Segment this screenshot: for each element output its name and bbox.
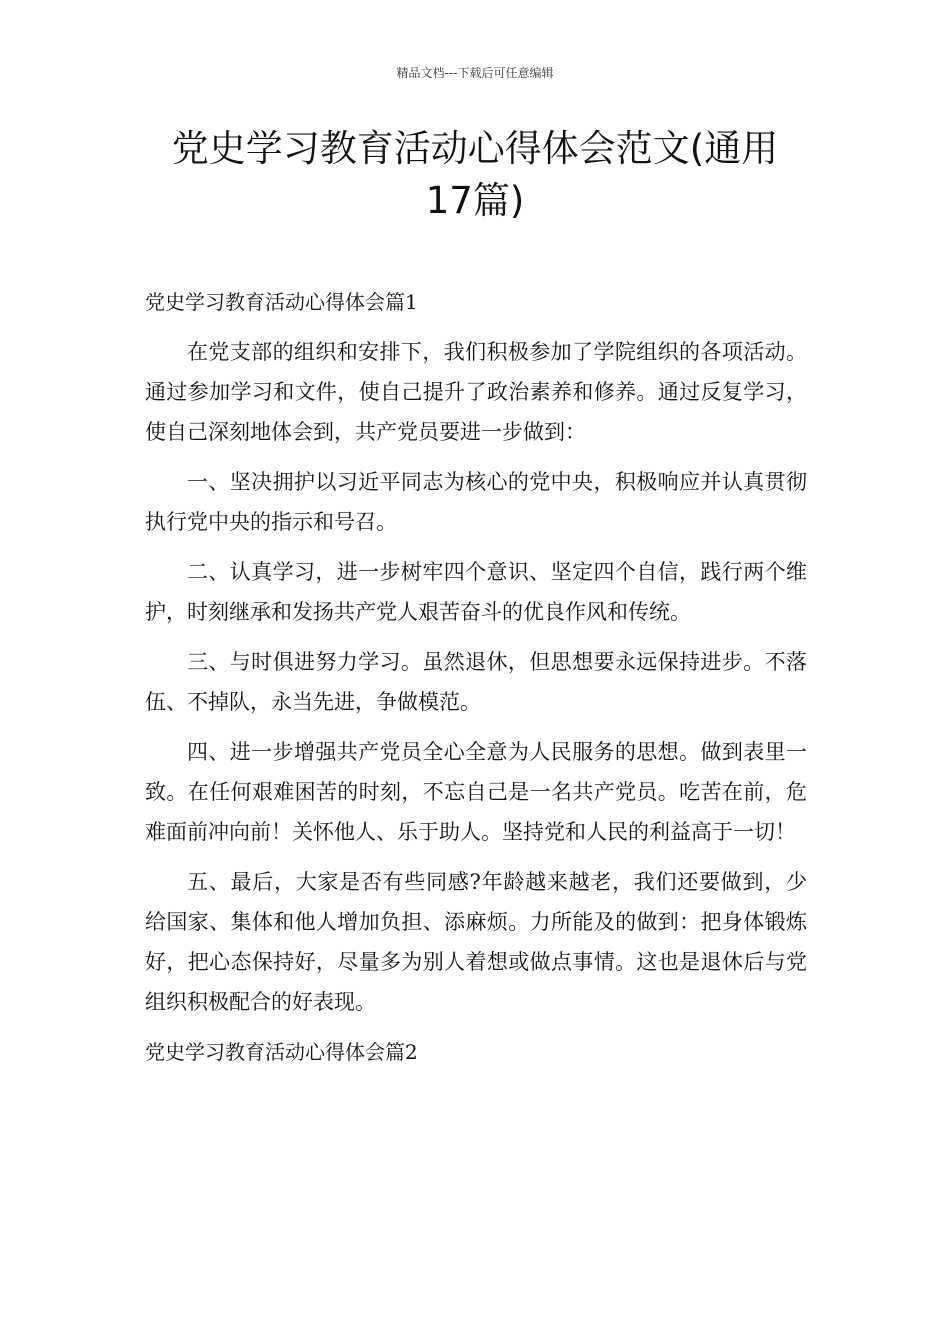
paragraph-point-1: 一、坚决拥护以习近平同志为核心的党中央，积极响应并认真贯彻执行党中央的指示和号召。 [145, 470, 807, 534]
document-title: 党史学习教育活动心得体会范文(通用17篇) [171, 127, 779, 222]
paragraph-point-2: 二、认真学习，进一步树牢四个意识、坚定四个自信，践行两个维护，时刻继承和发扬共产党人艰苦奋斗的优良作风和传统。 [145, 560, 807, 624]
section-heading-1: 党史学习教育活动心得体会篇1 [145, 290, 418, 314]
header-note: 精品文档---下载后可任意编辑 [396, 66, 554, 80]
paragraph-point-5: 五、最后，大家是否有些同感?年龄越来越老，我们还要做到，少给国家、集体和他人增加负担、添麻烦。力所能及的做到：把身体锻炼好，把心态保持好，尽量多为别人着想或做点事情。这也是退休后与党组织积极配合的好表现。 [145, 870, 807, 1014]
paragraph-point-3: 三、与时俱进努力学习。虽然退休，但思想要永远保持进步。不落伍、不掉队，永当先进，争做模范。 [145, 650, 807, 714]
paragraph-intro: 在党支部的组织和安排下，我们积极参加了学院组织的各项活动。通过参加学习和文件，使自己提升了政治素养和修养。通过反复学习，使自己深刻地体会到，共产党员要进一步做到： [145, 340, 807, 444]
section-heading-2: 党史学习教育活动心得体会篇2 [145, 1040, 418, 1064]
paragraph-point-4: 四、进一步增强共产党员全心全意为人民服务的思想。做到表里一致。在任何艰难困苦的时刻，不忘自己是一名共产党员。吃苦在前，危难面前冲向前！关怀他人、乐于助人。坚持党和人民的利益高于一切！ [145, 740, 807, 844]
document-body [145, 282, 807, 1082]
